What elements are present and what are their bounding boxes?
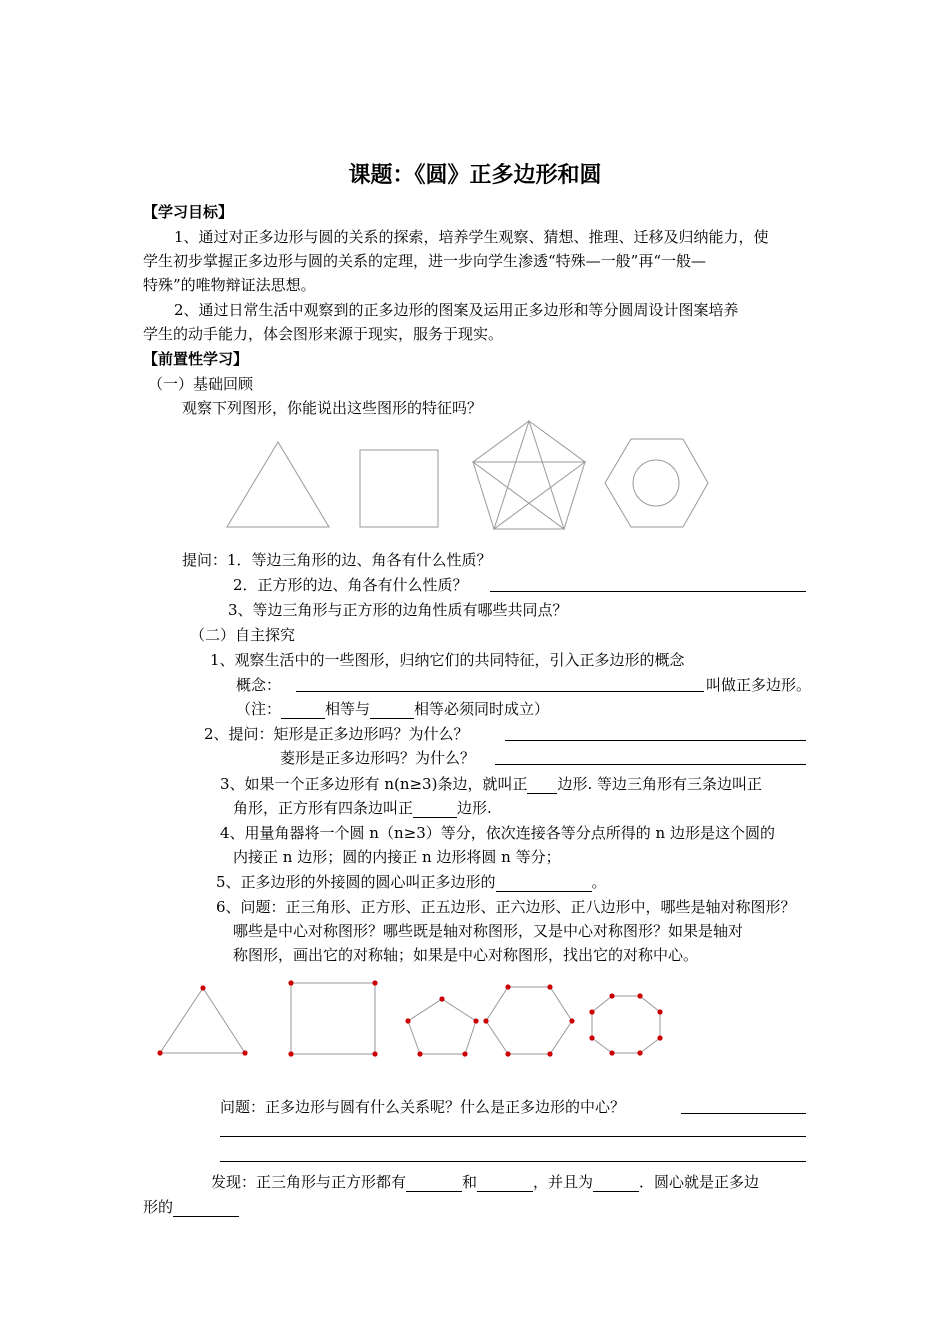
finding-blank-2	[477, 1175, 533, 1192]
concept-blank	[296, 691, 704, 692]
vertex-dot	[609, 993, 614, 998]
pentagon-outline	[408, 999, 476, 1054]
hexagon-inner-circle	[633, 460, 679, 506]
vertex-dot	[372, 980, 377, 985]
vertex-dot	[505, 1051, 510, 1056]
square-shape	[360, 450, 438, 527]
vertex-dot	[288, 980, 293, 985]
section-1-heading: （一）基础回顾	[148, 375, 254, 393]
vertex-dot	[242, 1050, 247, 1055]
explore-6c: 称图形，画出它的对称轴；如果是中心对称图形，找出它的对称中心。	[233, 946, 699, 964]
finding-line-2: 形的	[143, 1197, 239, 1217]
vertex-dot	[288, 1051, 293, 1056]
triangle-outline	[160, 988, 245, 1053]
square-outline	[291, 983, 375, 1054]
concept-label: 概念：	[236, 676, 282, 694]
explore-3b: 角形，正方形有四条边叫正 边形.	[233, 799, 492, 817]
blank-n-gon	[527, 777, 557, 794]
explore-5: 5、正多边形的外接圆的圆心叫正多边形的 。	[216, 873, 607, 891]
observe-prompt: 观察下列图形，你能说出这些图形的特征吗？	[182, 399, 483, 417]
objectives-heading: 【学习目标】	[143, 203, 234, 221]
explore-2b: 菱形是正多边形吗？为什么？	[280, 749, 476, 767]
vertex-dot	[637, 1050, 642, 1055]
vertex-dot	[657, 1035, 662, 1040]
question-3: 3、等边三角形与正方形的边角性质有哪些共同点？	[228, 601, 568, 619]
explore-4a: 4、用量角器将一个圆 n（n≥3）等分，依次连接各等分点所得的 n 边形是这个圆的	[220, 824, 775, 842]
answer-line-3	[220, 1161, 806, 1162]
question-2: 2．正方形的边、角各有什么性质？	[233, 576, 468, 594]
objective-1-line-1: 1、通过对正多边形与圆的关系的探索，培养学生观察、猜想、推理、迁移及归纳能力，使	[174, 228, 769, 246]
explore-2a: 2、提问：矩形是正多边形吗？为什么？	[204, 725, 469, 743]
vertex-dot	[462, 1051, 467, 1056]
objective-2-line-2: 学生的动手能力，体会图形来源于现实，服务于现实。	[143, 325, 504, 343]
concept-note: （注： 相等与 相等必须同时成立）	[236, 700, 550, 718]
note-blank-1	[281, 702, 325, 719]
answer-line-2	[220, 1136, 806, 1137]
concept-tail: 叫做正多边形。	[706, 676, 812, 694]
vertex-dot	[200, 985, 205, 990]
vertex-dot	[157, 1050, 162, 1055]
vertex-dot	[473, 1018, 478, 1023]
explore-3a: 3、如果一个正多边形有 n(n≥3)条边，就叫正 边形. 等边三角形有三条边叫正	[220, 775, 762, 793]
hexagon-shape	[605, 439, 708, 527]
vertex-dot	[417, 1051, 422, 1056]
vertex-dot	[405, 1018, 410, 1023]
vertex-dot	[505, 984, 510, 989]
octagon-outline	[592, 996, 660, 1053]
section-2-heading: （二）自主探究	[190, 626, 296, 644]
preview-heading: 【前置性学习】	[143, 350, 249, 368]
vertex-dot	[547, 984, 552, 989]
vertex-dot	[589, 1035, 594, 1040]
blank-center	[496, 875, 592, 892]
answer-line-2a	[505, 740, 806, 741]
vertex-dot	[439, 996, 444, 1001]
answer-line-2b	[495, 764, 806, 765]
triangle-shape	[227, 442, 329, 527]
vertex-dot	[637, 993, 642, 998]
answer-line-question	[681, 1113, 806, 1114]
vertex-dot	[609, 1050, 614, 1055]
objective-1-line-2: 学生初步掌握正多边形与圆的关系的定理，进一步向学生渗透“特殊—一般”再“一般—	[143, 252, 707, 270]
vertex-dot	[372, 1051, 377, 1056]
answer-line-q2	[490, 591, 806, 592]
vertex-dot	[483, 1018, 488, 1023]
vertex-dot	[589, 1009, 594, 1014]
objective-2-line-1: 2、通过日常生活中观察到的正多边形的图案及运用正多边形和等分圆周设计图案培养	[174, 301, 739, 319]
finding-line-1: 发现：正三角形与正方形都有 和 ，并且为 ．圆心就是正多边	[211, 1173, 760, 1191]
page-title: 课题：《圆》正多边形和圆	[348, 163, 602, 188]
explore-6b: 哪些是中心对称图形？哪些既是轴对称图形，又是中心对称图形？如果是轴对	[233, 922, 744, 940]
explore-4b: 内接正 n 边形；圆的内接正 n 边形将圆 n 等分；	[233, 848, 561, 866]
blank-square-name	[413, 801, 457, 818]
vertex-dot	[657, 1009, 662, 1014]
vertex-dot	[569, 1018, 574, 1023]
finding-blank-4	[173, 1200, 239, 1217]
explore-1: 1、观察生活中的一些图形，归纳它们的共同特征，引入正多边形的概念	[210, 651, 685, 669]
pentagon-shape	[473, 421, 585, 529]
note-blank-2	[370, 702, 414, 719]
explore-6a: 6、问题：正三角形、正方形、正五边形、正六边形、正八边形中，哪些是轴对称图形？	[216, 898, 796, 916]
hexagon-outline	[486, 987, 572, 1054]
question-1: 提问：1．等边三角形的边、角各有什么性质？	[182, 551, 492, 569]
pentagram-shape	[473, 421, 585, 529]
finding-blank-1	[406, 1175, 462, 1192]
question-polygon-circle: 问题：正多边形与圆有什么关系呢？什么是正多边形的中心？	[220, 1098, 626, 1116]
objective-1-line-3: 特殊”的唯物辩证法思想。	[143, 276, 316, 294]
vertex-dot	[547, 1051, 552, 1056]
finding-blank-3	[593, 1175, 639, 1192]
